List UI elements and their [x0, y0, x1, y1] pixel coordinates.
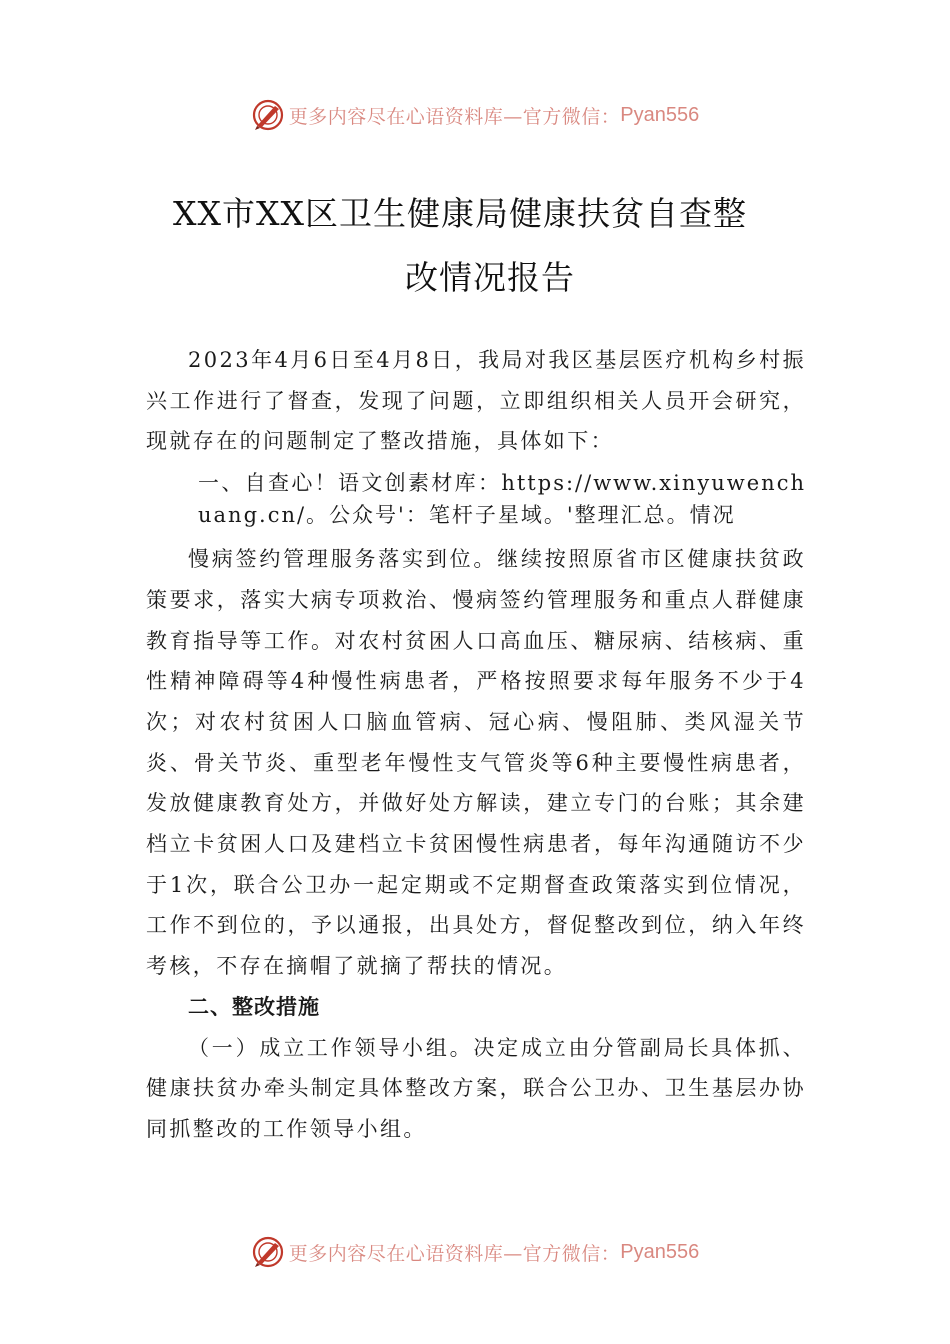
intro-paragraph: 2023年4月6日至4月8日，我局对我区基层医疗机构乡村振兴工作进行了督查，发现了问题，立即组织相关人员开会研究，现就存在的问题制定了整改措施，具体如下：: [146, 348, 806, 454]
pen-logo-icon: [251, 98, 285, 132]
document-body: [146, 340, 806, 1150]
section-1-heading: 一、自查心！语文创素材库：https://www.xinyuwenchuang.cn/。公众号'：笔杆子星域。'整理汇总。情况: [198, 471, 806, 527]
footer-watermark-banner: [0, 1232, 950, 1272]
document-title-line-2: 改情况报告: [405, 258, 575, 297]
watermark-wechat-id: Pyan556: [620, 1240, 700, 1263]
section-2-item-1: （一）成立工作领导小组。决定成立由分管副局长具体抓、健康扶贫办牵头制定具体整改方案，联合公卫办、卫生基层办协同抓整改的工作领导小组。: [146, 1035, 806, 1141]
pen-logo-icon: [251, 1235, 285, 1269]
watermark-text: 更多内容尽在心语资料库—官方微信：: [288, 1242, 621, 1265]
section-1-paragraph: 慢病签约管理服务落实到位。继续按照原省市区健康扶贫政策要求，落实大病专项救治、慢病签约管理服务和重点人群健康教育指导等工作。对农村贫困人口高血压、糖尿病、结核病、重性精神障碍等4种慢性病患者，严格按照要求每年服务不少于4次；对农村贫困人口脑血管病、冠心病、慢阻肺、类风湿关节炎、骨关节炎、重型老年慢性支气管炎等6种主要慢性病患者，发放健康教育处方，并做好处方解读，建立专门的台账；其余建档立卡贫困人口及建档立卡贫困慢性病患者，每年沟通随访不少于1次，联合公卫办一起定期或不定期督查政策落实到位情况，工作不到位的，予以通报，出具处方，督促整改到位，纳入年终考核，不存在摘帽了就摘了帮扶的情况。: [146, 547, 806, 979]
document-title-line-1: XX市XX区卫生健康局健康扶贫自查整: [173, 194, 747, 233]
watermark-wechat-id: Pyan556: [620, 103, 700, 126]
section-2-heading: 二、整改措施: [188, 994, 320, 1019]
watermark-text: 更多内容尽在心语资料库—官方微信：: [288, 105, 621, 128]
header-watermark-banner: [0, 95, 950, 135]
